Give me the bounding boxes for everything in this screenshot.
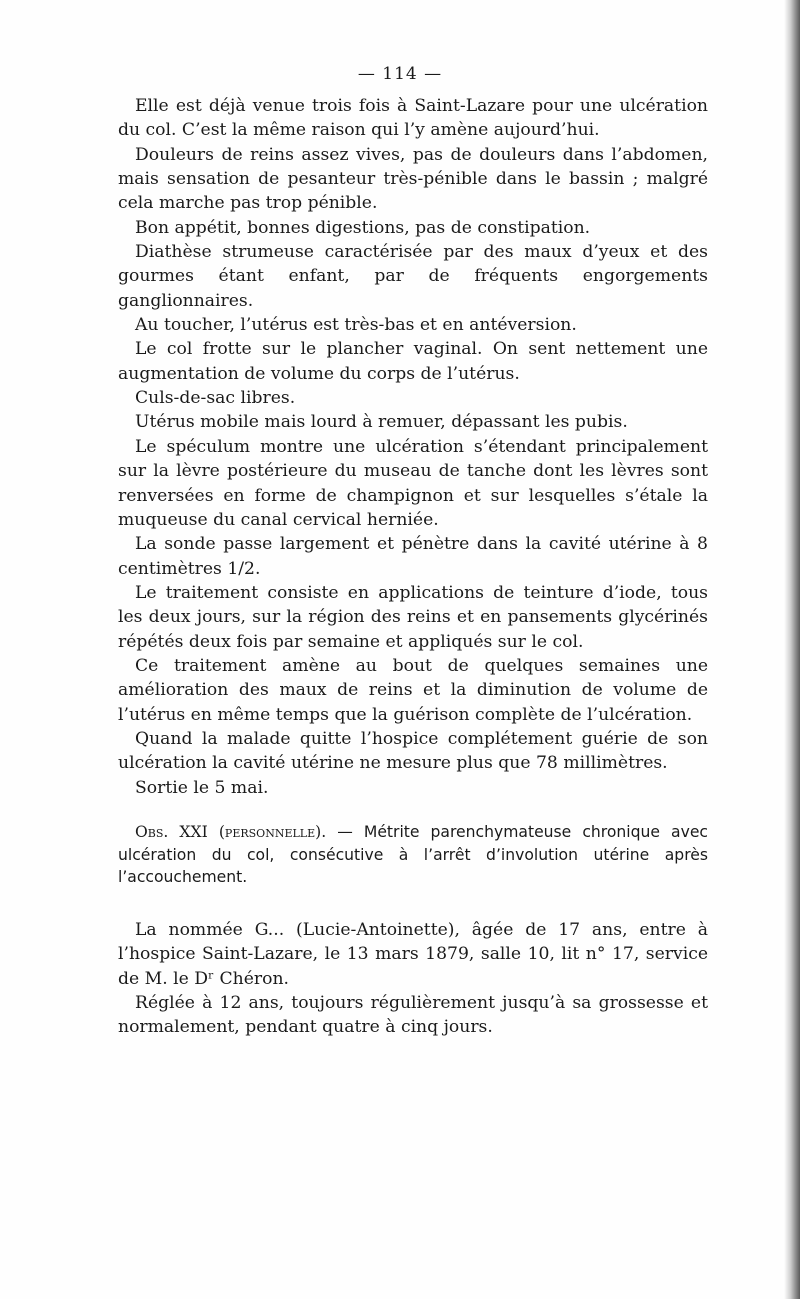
- case-paragraph: Réglée à 12 ans, toujours régulièrement jusqu’à sa grossesse et normalement, pendant quatre à cinq jours.: [118, 993, 708, 1038]
- paragraph: Diathèse strumeuse caractérisée par des maux d’yeux et des gourmes étant enfant, par de fréquents engorgements ganglionnaires.: [118, 242, 708, 311]
- paragraph: Quand la malade quitte l’hospice complétement guérie de son ulcération la cavité utérine ne mesure plus que 78 millimètres.: [118, 728, 708, 774]
- paragraph: Le traitement consiste en applications de teinture d’iode, tous les deux jours, sur la région des reins et en pansements glycérinés répétés deux fois par semaine et appliqués sur le col.: [118, 582, 708, 652]
- paragraph: La sonde passe largement et pénètre dans la cavité utérine à 8 centimètres 1/2.: [118, 534, 708, 579]
- observation-label: Obs. XXI (personnelle).: [135, 823, 327, 841]
- case-paragraph: La nommée G... (Lucie-Antoinette), âgée de 17 ans, entre à l’hospice Saint-Lazare, le 13 mars 1879, salle 10, lit n° 17, service de M. le Dʳ Chéron.: [118, 920, 708, 989]
- paragraph: Le col frotte sur le plancher vaginal. On sent nettement une augmentation de volume du corps de l’utérus.: [118, 339, 708, 384]
- paragraph: Au toucher, l’utérus est très-bas et en antéversion.: [135, 315, 577, 336]
- case-text: [118, 918, 708, 1040]
- paragraph: Utérus mobile mais lourd à remuer, dépassant les pubis.: [135, 412, 628, 433]
- paragraph: Douleurs de reins assez vives, pas de douleurs dans l’abdomen, mais sensation de pesanteur très-pénible dans le bassin ; malgré cela marche pas trop pénible.: [118, 144, 708, 214]
- paragraph: Le spéculum montre une ulcération s’étendant principalement sur la lèvre postérieure du museau de tanche dont les lèvres sont renversées en forme de champignon et sur lesquelles s’étale la muqueuse du canal cervical herniée.: [118, 436, 708, 530]
- observation-title: — Métrite parenchymateuse chronique avec ulcération du col, consécutive à l’arrêt d’involution utérine après l’accouchement.: [118, 823, 708, 887]
- paragraph: Bon appétit, bonnes digestions, pas de constipation.: [135, 217, 591, 238]
- main-text: [118, 94, 708, 800]
- paragraph: Ce traitement amène au bout de quelques semaines une amélioration des maux de reins et la diminution de volume de l’utérus en même temps que la guérison complète de l’ulcération.: [118, 655, 708, 725]
- page-number: — 114 —: [357, 64, 443, 84]
- page-edge-shadow: [784, 0, 800, 1299]
- paragraph: Sortie le 5 mai.: [135, 777, 269, 798]
- paragraph: Elle est déjà venue trois fois à Saint-Lazare pour une ulcération du col. C’est la même raison qui l’y amène aujourd’hui.: [118, 96, 708, 141]
- paragraph: Culs-de-sac libres.: [135, 388, 296, 409]
- observation-paragraph: [118, 821, 708, 889]
- observation-heading: [118, 821, 708, 889]
